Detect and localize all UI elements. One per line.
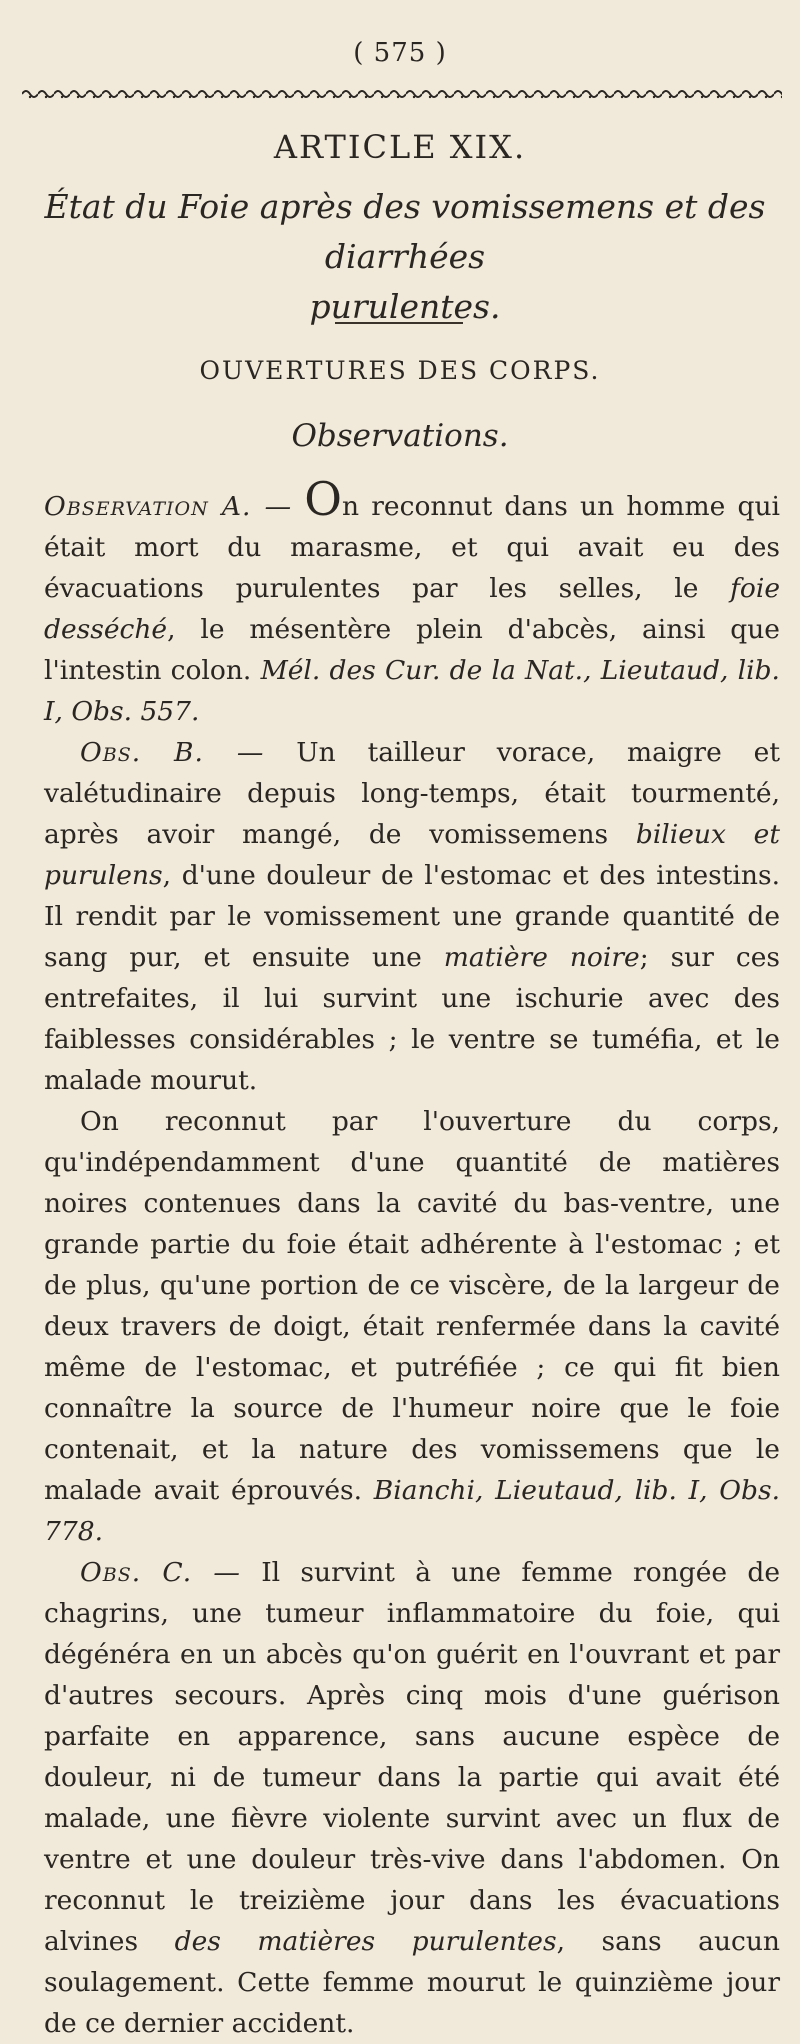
obs-c-text-1: Il survint à une femme rongée de chagrins, une tumeur inflammatoire du foie, qui dégénéra en un abcès qu'on guérit en l'ouvrant et par d'autres secours. Après cinq mois d'une guérison parfaite en apparence, sans aucune espèce de douleur, ni de tumeur dans la partie qui avait été malade, une fièvre violente survint avec un flux de ventre et une douleur très-vive dans l'abdomen. On reconnut le treizième jour dans les évacuations alvines: [44, 1557, 780, 1957]
obs-c-emphasis: des matières purulentes: [174, 1926, 557, 1957]
obs-b-text-2: , d'une douleur de l'estomac et des intestins. Il rendit par le vomissement une grande quantité de sang pur, et ensuite une: [44, 860, 780, 973]
obs-b-text-3: ; sur ces entrefaites, il lui survint une ischurie avec des faiblesses considérables ; le ventre se tuméfia, et le malade mourut.: [44, 942, 780, 1096]
obs-a-emphasis: foie desséché: [44, 573, 780, 645]
article-title: [40, 182, 770, 332]
decorative-border-ornament: [22, 88, 782, 100]
obs-a-label: Observation A. —: [44, 491, 293, 522]
obs-c-label: Obs. C. —: [80, 1557, 241, 1588]
obs-a-citation: Mél. des Cur. de la Nat., Lieutaud, lib. I, Obs. 557.: [44, 655, 780, 727]
obs-b-emphasis-2: matière noire: [443, 942, 640, 973]
obs-b-text-1: Un tailleur vorace, maigre et valétudinaire depuis long-temps, était tourmenté, après avoir mangé, de vomissemens: [44, 737, 781, 850]
observation-b-autopsy: [44, 1101, 780, 1552]
body-text: [44, 472, 781, 2044]
observation-c: [44, 1552, 780, 2044]
obs-a-text-2: , le mésentère plein d'abcès, ainsi que l'intestin colon.: [44, 614, 780, 686]
obs-b-citation: Bianchi, Lieutaud, lib. I, Obs. 778.: [44, 1475, 780, 1547]
section-heading: OUVERTURES DES CORPS.: [199, 356, 601, 385]
obs-a-text-1: n reconnut dans un homme qui était mort du marasme, et qui avait eu des évacuations purulentes par les selles, le: [44, 491, 780, 604]
obs-b-emphasis-1: bilieux et purulens: [44, 819, 781, 891]
subsection-heading: Observations.: [291, 418, 509, 454]
observation-b: [44, 732, 780, 1101]
observation-a: [44, 472, 780, 732]
obs-c-text-2: , sans aucun soulagement. Cette femme mourut le quinzième jour de ce dernier accident.: [44, 1926, 780, 2039]
drop-letter: O: [304, 472, 343, 526]
separator-rule: [335, 322, 463, 324]
obs-b-label: Obs. B. —: [80, 737, 265, 768]
title-line-2: purulentes.: [309, 287, 501, 326]
page-number: ( 575 ): [353, 38, 447, 68]
obs-b-autopsy-text: On reconnut par l'ouverture du corps, qu'indépendamment d'une quantité de matières noires contenues dans la cavité du bas-ventre, une grande partie du foie était adhérente à l'estomac ; et de plus, qu'une portion de ce viscère, de la largeur de deux travers de doigt, était renfermée dans la cavité même de l'estomac, et putréfiée ; ce qui fit bien connaître la source de l'humeur noire que le foie contenait, et la nature des vomissemens que le malade avait éprouvés.: [44, 1106, 780, 1506]
article-heading: ARTICLE XIX.: [273, 128, 527, 166]
title-line-1: État du Foie après des vomissemens et des diarrhées: [44, 187, 766, 276]
